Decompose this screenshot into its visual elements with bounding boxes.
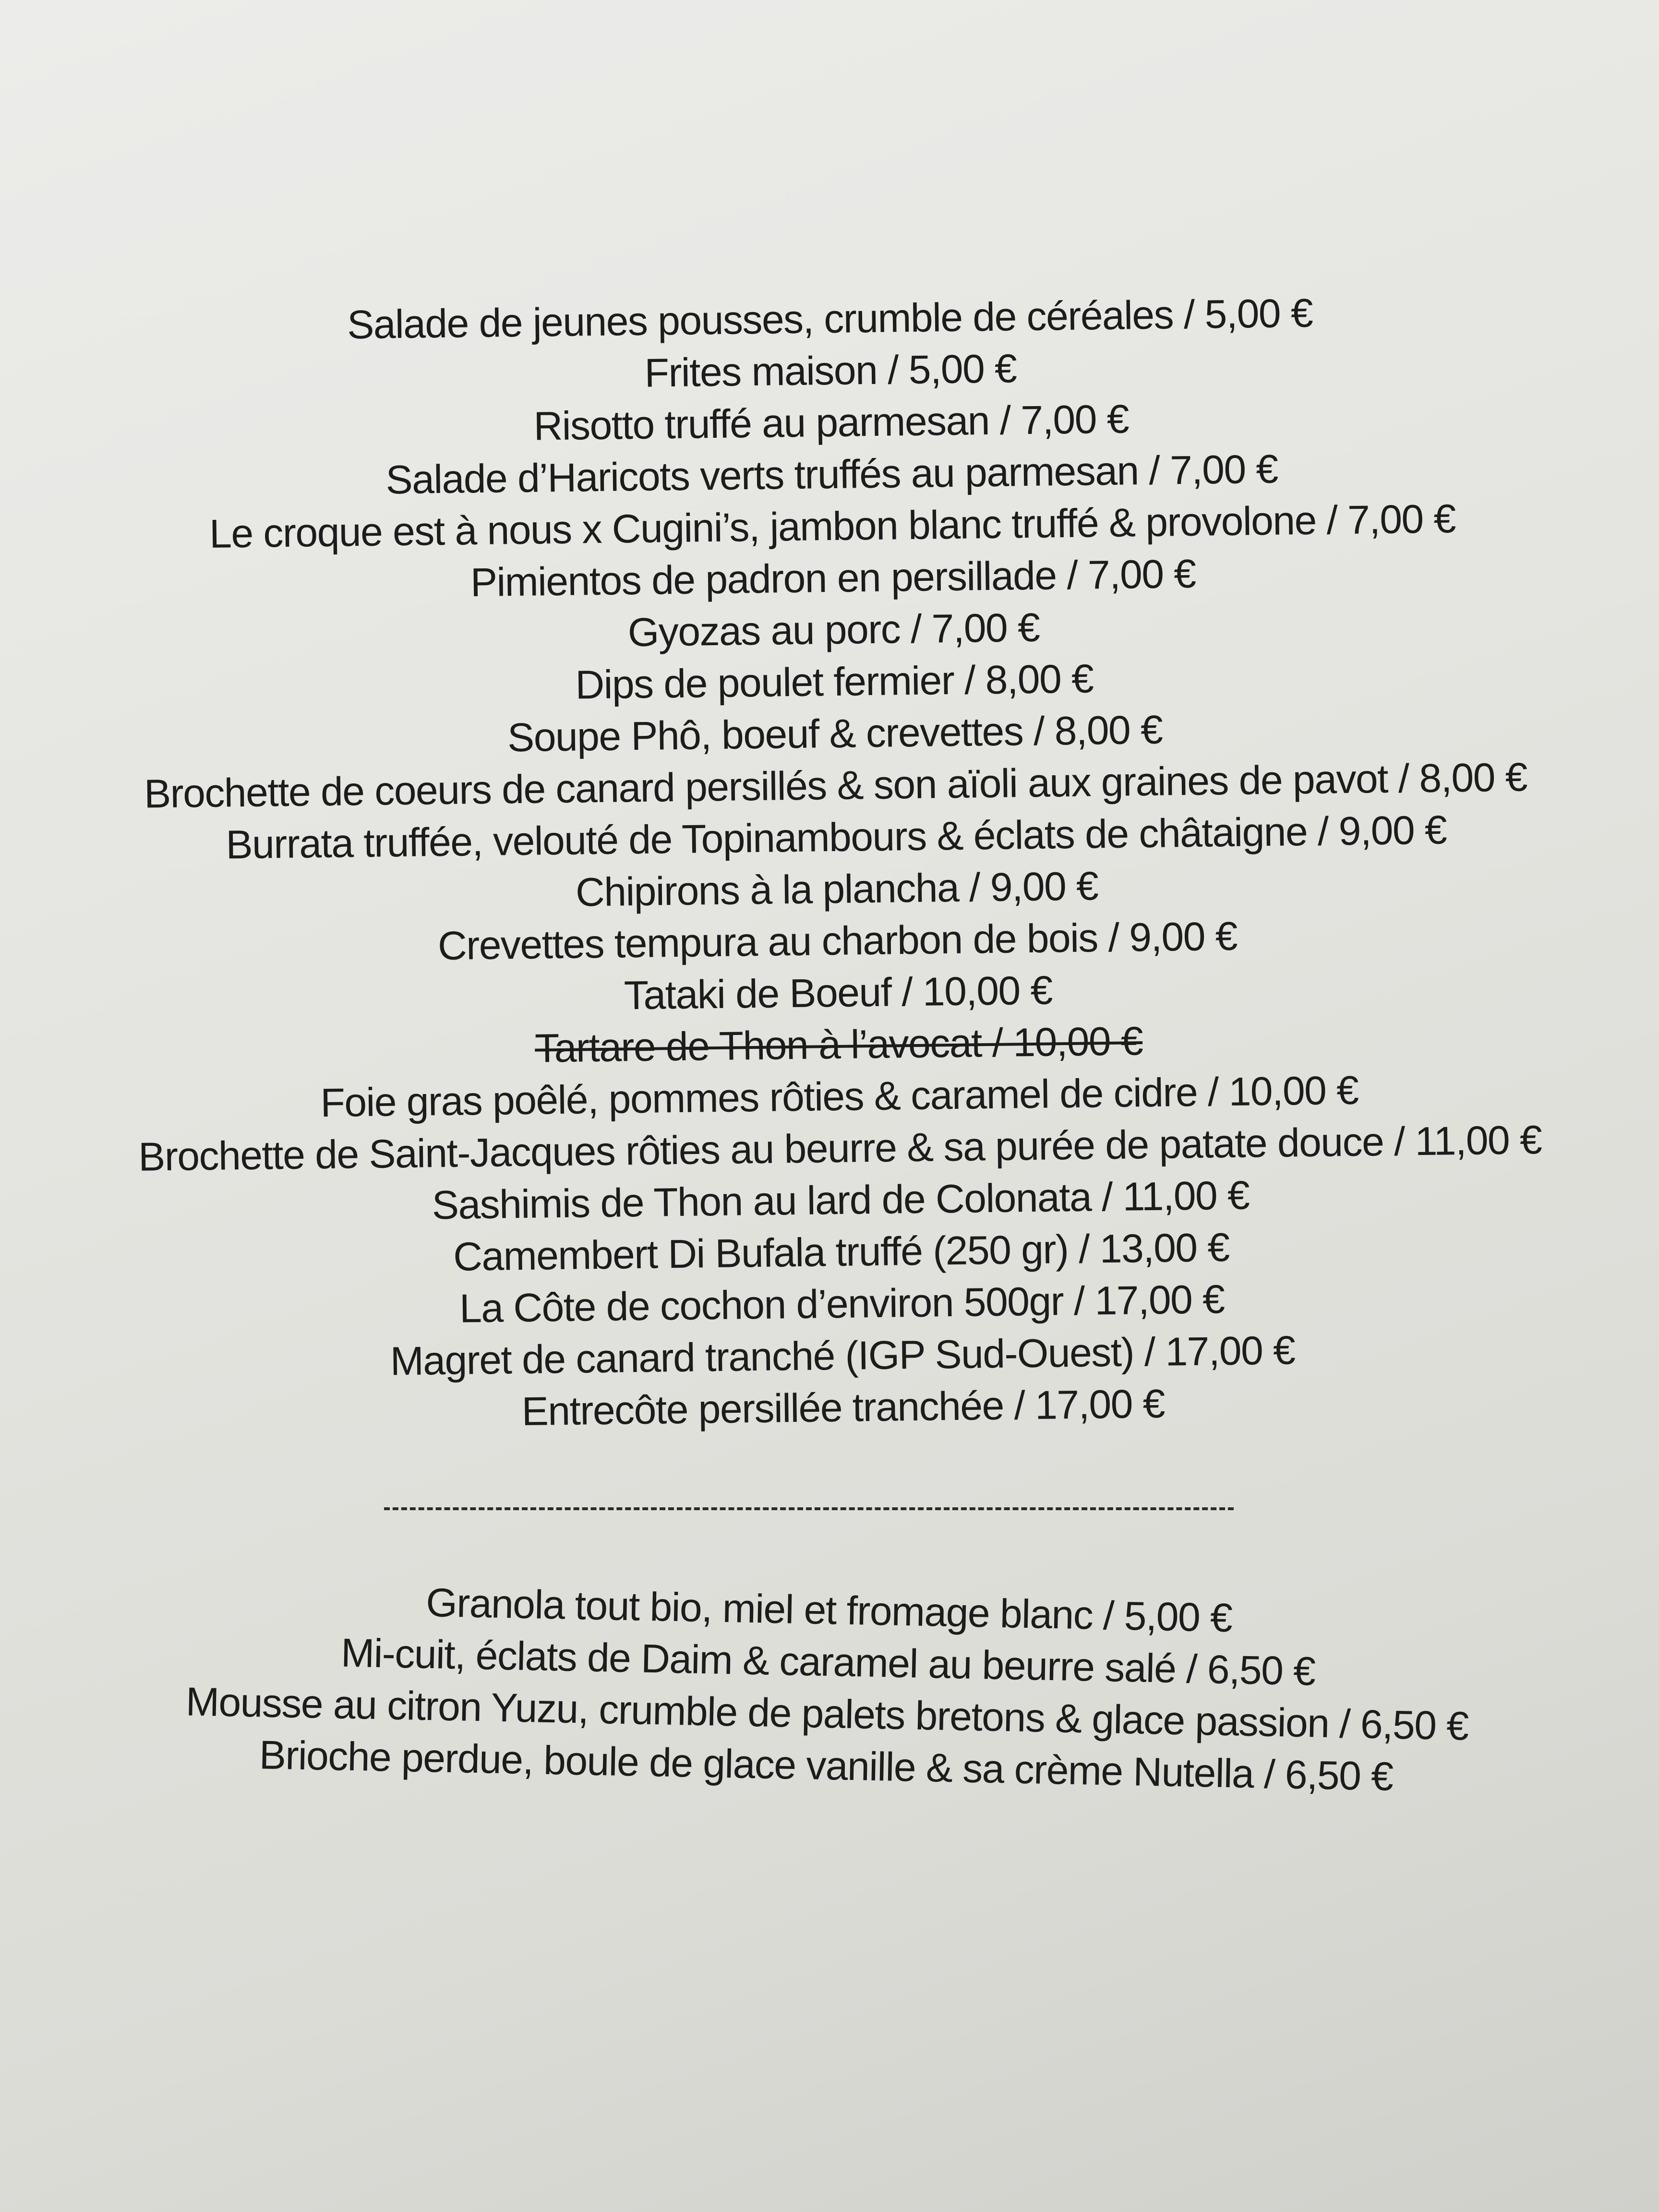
menu-item: Granola tout bio, miel et fromage blanc / 5,00 € [425, 1579, 1233, 1641]
menu-item: Foie gras poêlé, pommes rôties & caramel de cidre / 10,00 € [320, 1067, 1358, 1126]
menu-item: Mousse au citron Yuzu, crumble de palets bretons & glace passion / 6,50 € [185, 1679, 1469, 1749]
menu-item: Crevettes tempura au charbon de bois / 9,00 € [437, 913, 1238, 969]
menu-item: Chipirons à la plancha / 9,00 € [575, 863, 1098, 915]
menu-item: Risotto truffé au parmesan / 7,00 € [533, 396, 1129, 449]
menu-item-crossed-out: Tartare de Thon à l’avocat / 10,00 € [534, 1018, 1143, 1071]
menu-item: Brochette de coeurs de canard persillés & son aïoli aux graines de pavot / 8,00 € [144, 754, 1527, 817]
dashed-divider [384, 1507, 1234, 1510]
menu-item: Camembert Di Bufala truffé (250 gr) / 13,00 € [453, 1224, 1230, 1279]
menu-item: Mi-cuit, éclats de Daim & caramel au beurre salé / 6,50 € [340, 1630, 1316, 1694]
menu-item: Salade d’Haricots verts truffés au parmesan / 7,00 € [385, 446, 1278, 503]
menu-item: Sashimis de Thon au lard de Colonata / 11,00 € [432, 1172, 1250, 1228]
menu-item: Salade de jeunes pousses, crumble de céréales / 5,00 € [347, 290, 1313, 348]
menu-item: La Côte de cochon d’environ 500gr / 17,00 € [459, 1276, 1225, 1331]
menu-item: Pimientos de padron en persillade / 7,00 € [470, 551, 1196, 605]
dessert-list [0, 1568, 1659, 1807]
savory-dishes-list [0, 283, 1659, 1443]
menu-item: Soupe Phô, boeuf & crevettes / 8,00 € [507, 707, 1163, 760]
menu-item: Brioche perdue, boule de glace vanille & sa crème Nutella / 6,50 € [259, 1732, 1394, 1799]
menu-item: Brochette de Saint-Jacques rôties au beurre & sa purée de patate douce / 11,00 € [138, 1117, 1542, 1179]
menu-item: Tataki de Boeuf / 10,00 € [624, 967, 1053, 1018]
menu-item: Le croque est à nous x Cugini’s, jambon blanc truffé & provolone / 7,00 € [209, 496, 1456, 556]
menu-item: Gyozas au porc / 7,00 € [627, 604, 1040, 655]
menu-item: Entrecôte persillée tranchée / 17,00 € [521, 1381, 1165, 1434]
menu-item: Dips de poulet fermier / 8,00 € [575, 656, 1094, 708]
menu-item: Magret de canard tranché (IGP Sud-Ouest) / 17,00 € [390, 1327, 1295, 1384]
menu-item: Frites maison / 5,00 € [644, 346, 1017, 396]
menu-item: Burrata truffée, velouté de Topinambours & éclats de châtaigne / 9,00 € [225, 807, 1447, 867]
